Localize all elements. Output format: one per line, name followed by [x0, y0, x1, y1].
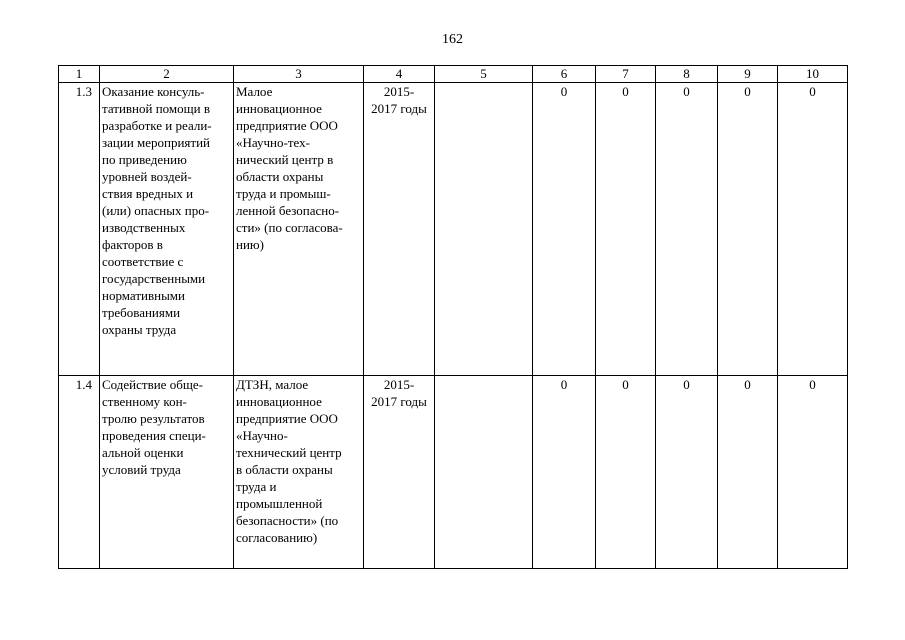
row-description: Оказание консуль- тативной помощи в разработке и реали- зации мероприятий по приведению уровней воздей- ствия вредных и (или) опасных про- изводственных факторов в соответствие с государственными нормативными требованиями охраны труда — [100, 83, 234, 376]
table-row — [59, 376, 848, 569]
column-header: 8 — [656, 66, 718, 83]
row-number: 1.4 — [59, 376, 100, 569]
page-number: 162 — [442, 32, 463, 47]
row-col6: 0 — [533, 83, 596, 376]
program-table — [58, 65, 848, 569]
row-col7: 0 — [596, 83, 656, 376]
row-col5 — [435, 376, 533, 569]
column-header: 5 — [435, 66, 533, 83]
row-col8: 0 — [656, 83, 718, 376]
row-col9: 0 — [718, 376, 778, 569]
row-description: Содействие обще- ственному кон- тролю результатов проведения специ- альной оценки условий труда — [100, 376, 234, 569]
row-col10: 0 — [778, 83, 848, 376]
row-executor: ДТЗН, малое инновационное предприятие ООО «Научно- технический центр в области охраны труда и промышленной безопасности» (по согласованию) — [234, 376, 364, 569]
row-col10: 0 — [778, 376, 848, 569]
row-period: 2015- 2017 годы — [364, 376, 435, 569]
column-header: 6 — [533, 66, 596, 83]
row-col9: 0 — [718, 83, 778, 376]
column-header: 2 — [100, 66, 234, 83]
row-number: 1.3 — [59, 83, 100, 376]
column-header: 7 — [596, 66, 656, 83]
row-col6: 0 — [533, 376, 596, 569]
row-period: 2015- 2017 годы — [364, 83, 435, 376]
table-row — [59, 83, 848, 376]
row-col8: 0 — [656, 376, 718, 569]
row-col5 — [435, 83, 533, 376]
column-header: 10 — [778, 66, 848, 83]
column-header: 9 — [718, 66, 778, 83]
header-row — [59, 66, 848, 83]
row-executor: Малое инновационное предприятие ООО «Научно-тех- нический центр в области охраны труда и промыш- ленной безопасно- сти» (по согласова- нию) — [234, 83, 364, 376]
row-col7: 0 — [596, 376, 656, 569]
column-header: 1 — [59, 66, 100, 83]
column-header: 4 — [364, 66, 435, 83]
column-header: 3 — [234, 66, 364, 83]
